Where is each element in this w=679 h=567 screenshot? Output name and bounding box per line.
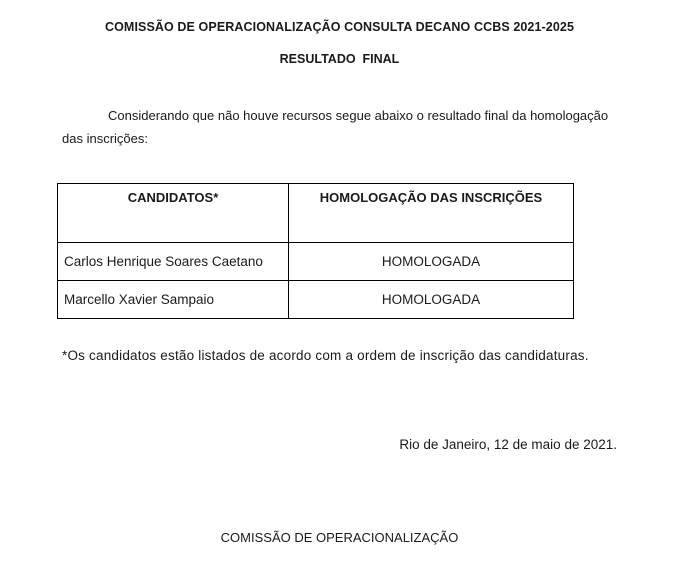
- table-row: [58, 243, 574, 281]
- header-candidates: CANDIDATOS*: [58, 184, 289, 243]
- signature-line: COMISSÃO DE OPERACIONALIZAÇÃO: [220, 530, 459, 545]
- candidate-name: Carlos Henrique Soares Caetano: [58, 243, 289, 281]
- intro-paragraph: Considerando que não houve recursos segue abaixo o resultado final da homologação das inscrições:: [62, 108, 609, 146]
- document-title: COMISSÃO DE OPERACIONALIZAÇÃO CONSULTA DECANO CCBS 2021-2025: [104, 20, 575, 34]
- table-header-row: [58, 184, 574, 243]
- date-line: Rio de Janeiro, 12 de maio de 2021.: [399, 437, 617, 452]
- homologation-status: HOMOLOGADA: [289, 281, 574, 319]
- footnote: *Os candidatos estão listados de acordo com a ordem de inscrição das candidaturas.: [62, 348, 589, 363]
- table-row: [58, 281, 574, 319]
- document-subtitle: RESULTADO FINAL: [279, 52, 400, 66]
- candidate-name: Marcello Xavier Sampaio: [58, 281, 289, 319]
- results-table: [57, 183, 574, 319]
- homologation-status: HOMOLOGADA: [289, 243, 574, 281]
- header-homologacao: HOMOLOGAÇÃO DAS INSCRIÇÕES: [289, 184, 574, 243]
